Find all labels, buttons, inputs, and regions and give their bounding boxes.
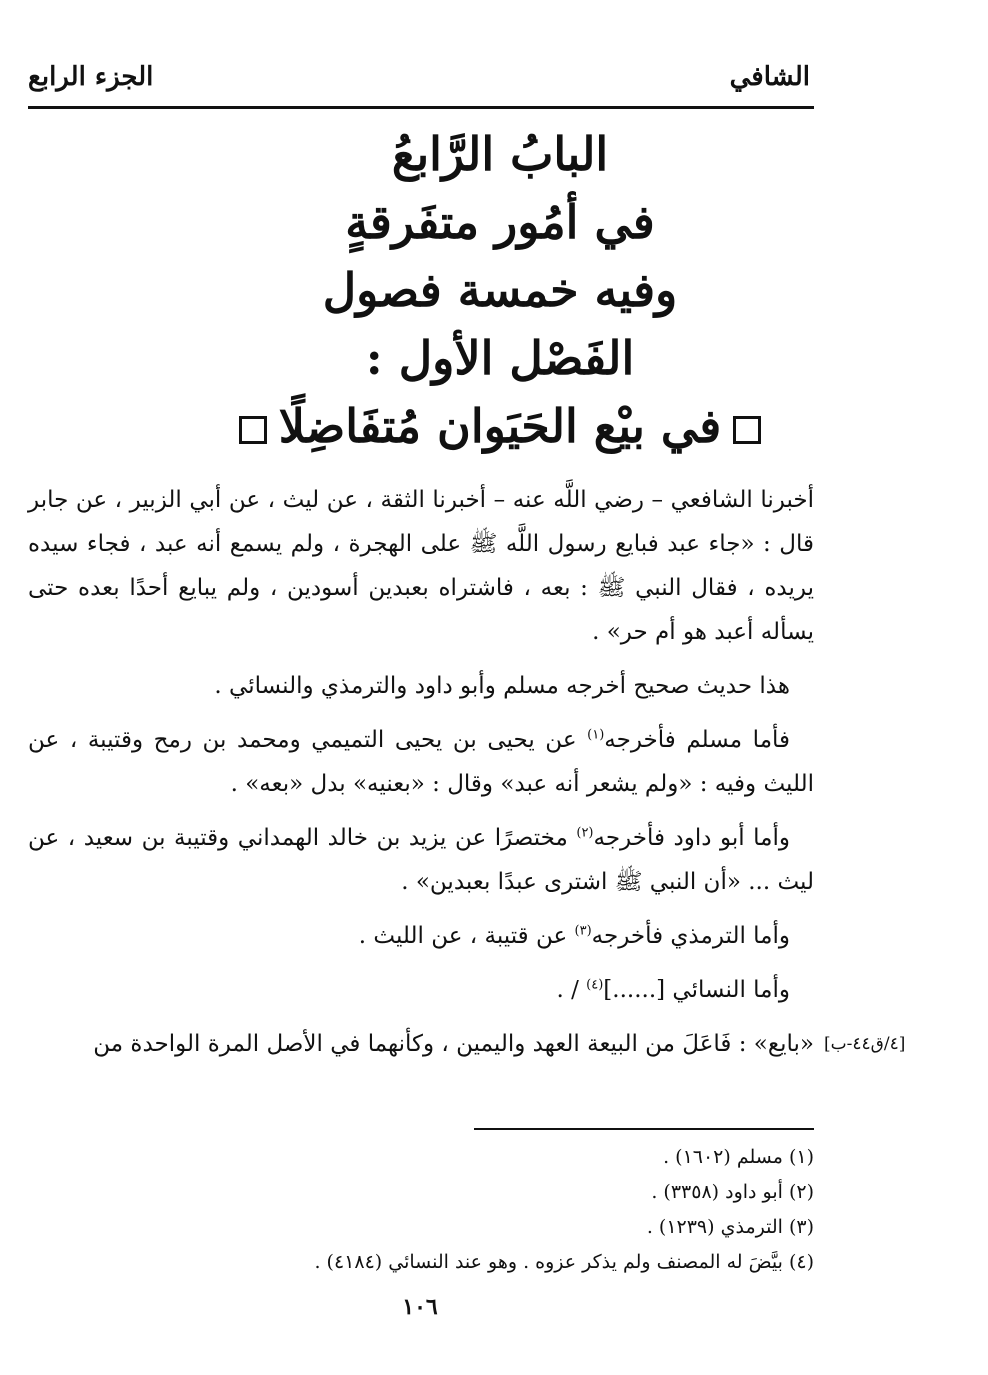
chapter-subtitle: في أمُور متفَرقةٍ	[345, 195, 655, 249]
paragraph-abu-dawud	[28, 816, 814, 904]
footnote-item: (٢) أبو داود (٣٣٥٨) .	[651, 1181, 814, 1203]
page-number: ١٠٦	[402, 1294, 438, 1320]
chapter-title: البابُ الرَّابعُ	[391, 127, 609, 181]
footnote-item: (٣) الترمذي (١٢٣٩) .	[646, 1216, 814, 1238]
footnote-ref[interactable]: (٤)	[586, 977, 604, 993]
paragraph-text: وأما أبو داود فأخرجه	[593, 825, 790, 851]
paragraph-text: مختصرًا عن يزيد بن خالد الهمداني وقتيبة بن سعيد ، عن ليث ... «أن النبي ﷺ اشترى عبدًا بعبدين» .	[28, 825, 814, 895]
ornament-box-icon	[733, 416, 761, 444]
section-title: الفَصْل الأول :	[365, 331, 635, 385]
paragraph-tirmidhi	[28, 914, 814, 958]
manuscript-folio-note: [٤/ق٤٤-ب]	[824, 1034, 906, 1054]
running-header-volume: الجزء الرابع	[28, 62, 154, 92]
paragraph-text: وأما النسائي [......]	[603, 977, 790, 1003]
paragraph-hadith: أخبرنا الشافعي – رضي اللَّه عنه – أخبرنا الثقة ، عن ليث ، عن أبي الزبير ، عن جابر قال : «جاء عبد فبايع رسول اللَّه ﷺ على الهجرة ، ولم يسمع أنه عبد ، فجاء سيده يريده ، فقال النبي ﷺ : بعه ، فاشتراه بعبدين أسودين ، ولم يبايع أحدًا بعده حتى يسأله أعبد هو أم حر» .	[28, 487, 814, 645]
running-header-title: الشافي	[729, 62, 810, 92]
paragraph-text: عن يحيى بن يحيى التميمي ومحمد بن رمح وقتيبة ، عن الليث وفيه : «ولم يشعر أنه عبد» وقال : «بعنيه» بدل «بعه» .	[28, 727, 814, 797]
ornament-box-icon	[239, 416, 267, 444]
chapter-sections-count: وفيه خمسة فصول	[322, 263, 678, 317]
footnote-rule	[474, 1128, 814, 1130]
section-topic-text: في بيْع الحَيَوان مُتفَاضِلًا	[278, 399, 722, 453]
paragraph-definition: «بايع» : فَاعَلَ من البيعة العهد واليمين ، وكأنهما في الأصل المرة الواحدة من	[93, 1031, 814, 1057]
paragraph-text: وأما الترمذي فأخرجه	[591, 923, 790, 949]
section-topic	[180, 392, 820, 460]
footnotes	[200, 1140, 814, 1280]
header-rule	[28, 106, 814, 109]
footnote-ref[interactable]: (٣)	[574, 923, 592, 939]
footnote-ref[interactable]: (١)	[587, 727, 605, 743]
paragraph-text: عن قتيبة ، عن الليث .	[358, 923, 575, 949]
footnote-item: (١) مسلم (١٦٠٢) .	[663, 1146, 814, 1168]
footnote-item: (٤) بيَّضَ له المصنف ولم يذكر عزوه . وهو عند النسائي (٤١٨٤) .	[314, 1251, 814, 1273]
chapter-headings	[180, 120, 820, 460]
paragraph-text: فأما مسلم فأخرجه	[604, 727, 791, 753]
paragraph-nasai	[28, 968, 814, 1012]
paragraph-text: / .	[556, 977, 587, 1003]
paragraph-grading: هذا حديث صحيح أخرجه مسلم وأبو داود والترمذي والنسائي .	[214, 673, 790, 699]
body-text	[28, 478, 814, 1076]
paragraph-muslim	[28, 718, 814, 806]
footnote-ref[interactable]: (٢)	[576, 825, 594, 841]
